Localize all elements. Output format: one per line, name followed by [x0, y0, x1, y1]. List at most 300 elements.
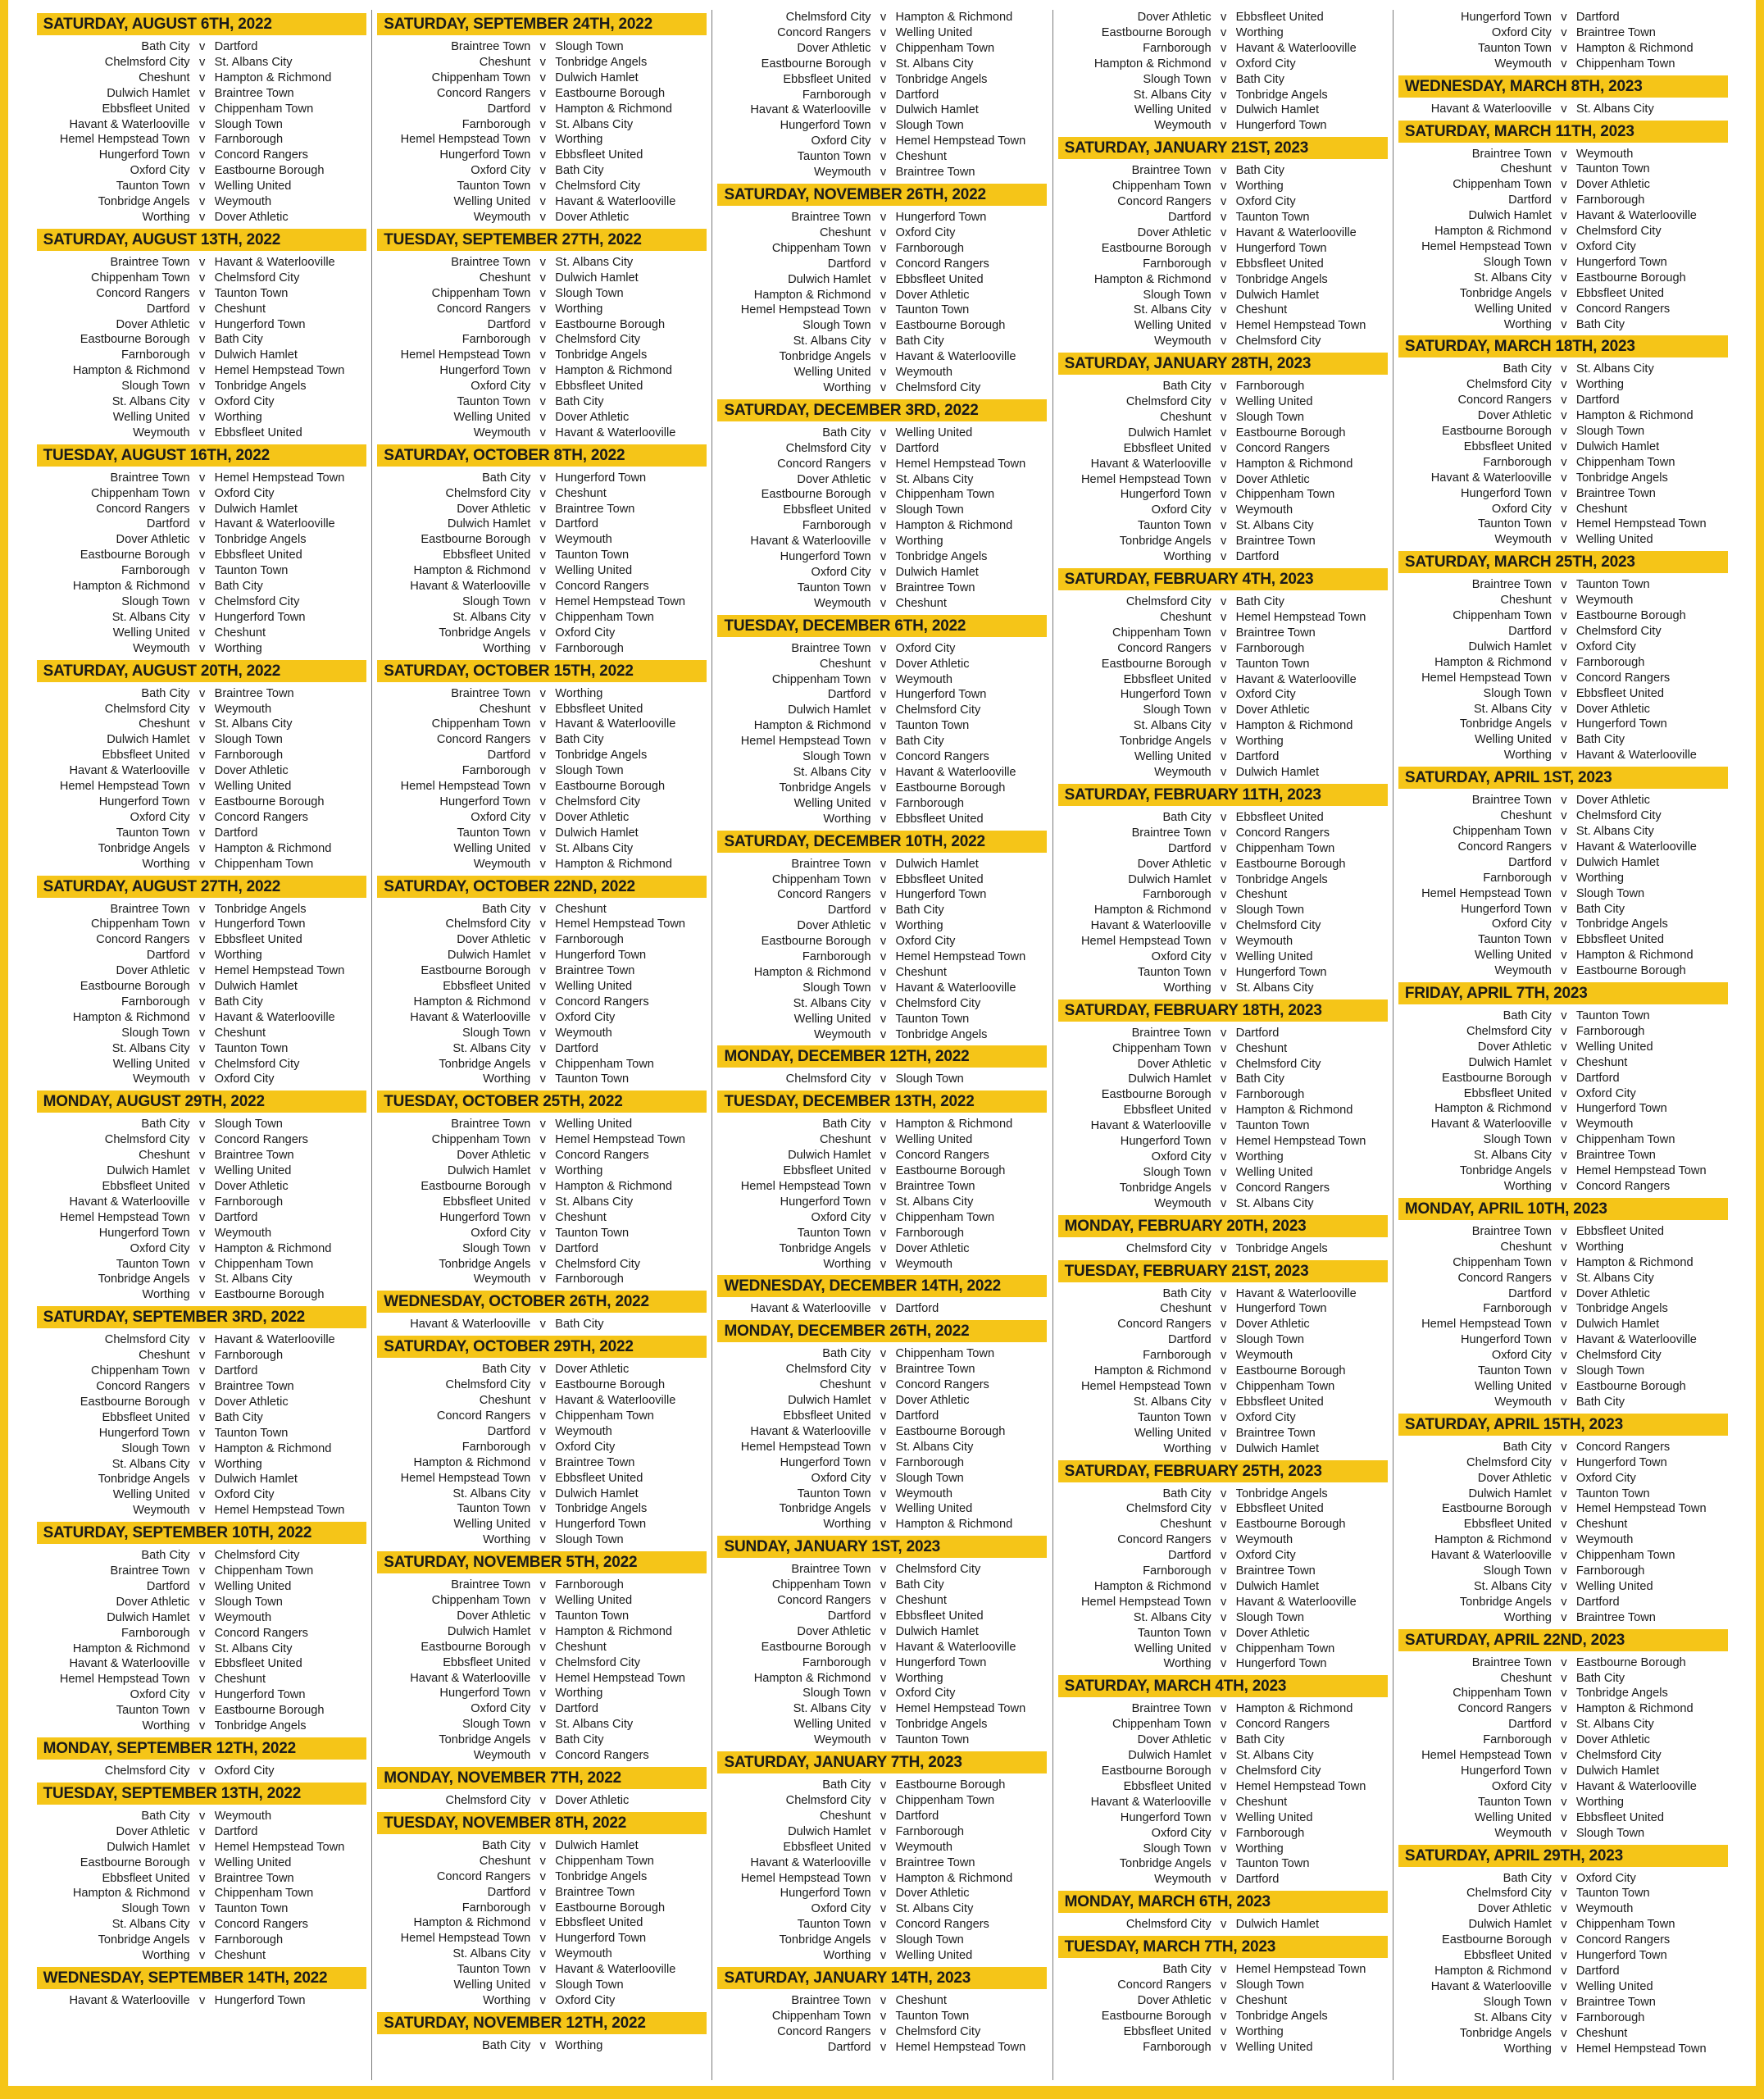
- versus-separator: v: [880, 919, 887, 933]
- fixture-row: [717, 1072, 1047, 1087]
- matchday-block: [37, 660, 366, 872]
- home-team: Bath City: [822, 426, 871, 439]
- matchday-block: [717, 10, 1047, 180]
- fixture-row: [37, 841, 366, 857]
- away-team: Tonbridge Angels: [1575, 917, 1668, 931]
- fixture-row: [1398, 1779, 1728, 1795]
- matchday-block: [377, 1551, 707, 1764]
- fixture-row: [1398, 362, 1728, 377]
- home-team: Bath City: [1162, 380, 1212, 394]
- away-team: Dulwich Hamlet: [214, 502, 298, 516]
- away-team: Chelmsford City: [1575, 809, 1662, 823]
- matchday-date-header: SUNDAY, JANUARY 1ST, 2023: [717, 1536, 1047, 1558]
- fixture-row: [717, 965, 1047, 981]
- away-team: Dartford: [1235, 550, 1280, 564]
- fixture-row: [377, 1838, 707, 1854]
- fixture-row: [1058, 503, 1388, 518]
- away-team: Cheshunt: [1235, 1993, 1288, 2007]
- versus-separator: v: [198, 1349, 206, 1363]
- home-team: St. Albans City: [452, 1487, 531, 1500]
- fixture-row: [1398, 1271, 1728, 1286]
- home-team: Hemel Hempstead Town: [1421, 239, 1552, 253]
- away-team: Hampton & Richmond: [895, 519, 1013, 533]
- versus-separator: v: [198, 1688, 206, 1702]
- versus-separator: v: [1561, 1240, 1567, 1254]
- versus-separator: v: [880, 1794, 887, 1807]
- away-team: St. Albans City: [555, 117, 634, 131]
- home-team: Hampton & Richmond: [753, 1671, 871, 1685]
- matchday-date-header: TUESDAY, SEPTEMBER 13TH, 2022: [37, 1783, 366, 1805]
- fixture-row: [377, 1041, 707, 1057]
- versus-separator: v: [198, 1195, 206, 1209]
- versus-separator: v: [1221, 1318, 1227, 1332]
- fixture-row: [717, 1257, 1047, 1273]
- home-team: Hampton & Richmond: [1093, 57, 1212, 71]
- away-team: Hemel Hempstead Town: [895, 2040, 1026, 2054]
- home-team: Taunton Town: [457, 395, 531, 409]
- fixture-row: [717, 426, 1047, 441]
- versus-separator: v: [1221, 1826, 1227, 1840]
- versus-separator: v: [539, 486, 546, 500]
- fixture-row: [37, 517, 366, 532]
- versus-separator: v: [880, 1118, 887, 1131]
- versus-separator: v: [880, 1133, 887, 1147]
- fixture-row: [1398, 408, 1728, 424]
- fixture-column: [31, 10, 371, 2080]
- away-team: Bath City: [895, 904, 944, 917]
- versus-separator: v: [198, 1641, 206, 1655]
- versus-separator: v: [1561, 964, 1567, 978]
- home-team: Slough Town: [1143, 1842, 1212, 1855]
- away-team: Braintree Town: [555, 1455, 635, 1469]
- away-team: Hungerford Town: [214, 917, 306, 931]
- versus-separator: v: [198, 1041, 206, 1055]
- fixture-row: [1398, 1179, 1728, 1195]
- home-team: Ebbsfleet United: [1123, 1779, 1212, 1793]
- fixture-row: [1398, 162, 1728, 177]
- fixture-row: [377, 594, 707, 610]
- versus-separator: v: [1561, 102, 1567, 116]
- away-team: Dulwich Hamlet: [1235, 103, 1320, 117]
- home-team: Hemel Hempstead Town: [400, 1471, 531, 1485]
- matchday-date-header: TUESDAY, OCTOBER 25TH, 2022: [377, 1090, 707, 1113]
- away-team: Dover Athletic: [895, 657, 970, 671]
- home-team: Slough Town: [1483, 255, 1552, 269]
- away-team: Hampton & Richmond: [895, 1518, 1013, 1532]
- away-team: Eastbourne Borough: [214, 164, 325, 178]
- home-team: Farnborough: [121, 1626, 190, 1640]
- matchday-date-header: SATURDAY, AUGUST 20TH, 2022: [37, 660, 366, 682]
- away-team: Hungerford Town: [1235, 1657, 1327, 1671]
- home-team: Havant & Waterlooville: [69, 764, 190, 778]
- away-team: Chelmsford City: [1235, 1057, 1321, 1071]
- home-team: Chippenham Town: [1112, 1718, 1212, 1732]
- away-team: Chelmsford City: [555, 1257, 641, 1271]
- versus-separator: v: [880, 426, 887, 439]
- fixture-row: [1058, 1348, 1388, 1364]
- fixture-row: [1398, 1901, 1728, 1917]
- fixture-row: [377, 932, 707, 948]
- fixture-row: [1398, 1810, 1728, 1826]
- away-team: Dover Athletic: [895, 1887, 970, 1901]
- fixture-row: [717, 472, 1047, 488]
- away-team: Bath City: [895, 735, 944, 749]
- away-team: Dover Athletic: [555, 1363, 630, 1377]
- versus-separator: v: [198, 995, 206, 1009]
- versus-separator: v: [1561, 578, 1567, 592]
- versus-separator: v: [880, 1871, 887, 1885]
- away-team: Hampton & Richmond: [1235, 1702, 1353, 1716]
- fixture-row: [717, 1686, 1047, 1701]
- away-team: Havant & Waterlooville: [1575, 1333, 1697, 1347]
- matchday-date-header: MONDAY, DECEMBER 12TH, 2022: [717, 1045, 1047, 1068]
- fixture-row: [37, 1148, 366, 1163]
- fixture-row: [1398, 1595, 1728, 1610]
- fixture-row: [717, 872, 1047, 888]
- home-team: Worthing: [1503, 317, 1552, 331]
- matchday-block: [37, 1090, 366, 1303]
- away-team: Dover Athletic: [555, 810, 630, 824]
- versus-separator: v: [880, 272, 887, 286]
- home-team: Braintree Town: [1131, 1702, 1212, 1716]
- matchday-block: [1398, 10, 1728, 72]
- fixture-row: [377, 86, 707, 102]
- fixture-row: [37, 1257, 366, 1273]
- fixture-row: [1398, 1024, 1728, 1040]
- matchday-date-header: SATURDAY, SEPTEMBER 24TH, 2022: [377, 13, 707, 35]
- home-team: Oxford City: [1151, 950, 1212, 964]
- versus-separator: v: [539, 195, 546, 209]
- versus-separator: v: [539, 1394, 546, 1408]
- home-team: Eastbourne Borough: [761, 1640, 871, 1654]
- versus-separator: v: [198, 1364, 206, 1378]
- away-team: Farnborough: [1235, 1088, 1305, 1102]
- away-team: Farnborough: [895, 241, 965, 255]
- fixture-row: [717, 1609, 1047, 1624]
- away-team: Hampton & Richmond: [555, 857, 673, 871]
- home-team: Chippenham Town: [90, 271, 190, 285]
- home-team: Eastbourne Borough: [1101, 1764, 1212, 1778]
- away-team: Ebbsfleet United: [214, 933, 302, 947]
- home-team: Slough Town: [1483, 1995, 1552, 2009]
- away-team: Concord Rangers: [1575, 1933, 1671, 1947]
- versus-separator: v: [880, 1902, 887, 1916]
- home-team: Oxford City: [130, 1241, 190, 1255]
- home-team: Braintree Town: [1131, 826, 1212, 840]
- matchday-block: [37, 1783, 366, 1964]
- home-team: Chelmsford City: [445, 917, 531, 931]
- fixture-row: [377, 1257, 707, 1273]
- away-team: Oxford City: [214, 486, 275, 500]
- fixture-row: [377, 363, 707, 379]
- away-team: Braintree Town: [555, 502, 635, 516]
- away-team: Dulwich Hamlet: [555, 271, 639, 285]
- away-team: Chippenham Town: [1235, 841, 1335, 855]
- away-team: Weymouth: [895, 366, 952, 380]
- home-team: Braintree Town: [110, 255, 190, 269]
- matchday-block: [1398, 1198, 1728, 1410]
- fixture-row: [1058, 1118, 1388, 1134]
- fixture-row: [717, 718, 1047, 734]
- fixture-row: [37, 1687, 366, 1703]
- home-team: Farnborough: [802, 1655, 871, 1669]
- home-team: Slough Town: [121, 595, 190, 608]
- fixture-row: [717, 241, 1047, 257]
- fixture-row: [1058, 1717, 1388, 1732]
- away-team: Slough Town: [1235, 1610, 1304, 1624]
- away-team: Chelmsford City: [214, 271, 300, 285]
- home-team: Farnborough: [121, 995, 190, 1009]
- away-team: Tonbridge Angels: [555, 348, 648, 362]
- home-team: Havant & Waterlooville: [1090, 457, 1212, 471]
- fixture-row: [1398, 748, 1728, 763]
- versus-separator: v: [1561, 1086, 1567, 1100]
- versus-separator: v: [539, 933, 546, 947]
- away-team: Welling United: [895, 25, 973, 39]
- versus-separator: v: [198, 564, 206, 578]
- versus-separator: v: [880, 1733, 887, 1747]
- matchday-date-header: SATURDAY, JANUARY 14TH, 2023: [717, 1967, 1047, 1989]
- versus-separator: v: [880, 1933, 887, 1947]
- away-team: Welling United: [214, 1579, 292, 1593]
- home-team: Tonbridge Angels: [1459, 717, 1552, 731]
- fixture-row: [1058, 1978, 1388, 1993]
- home-team: Dartford: [487, 102, 531, 116]
- away-team: Farnborough: [1575, 194, 1645, 207]
- away-team: Dartford: [1235, 750, 1280, 764]
- fixture-row: [377, 1272, 707, 1287]
- fixture-row: [1398, 41, 1728, 57]
- away-team: Dartford: [1575, 1595, 1620, 1609]
- home-team: Hampton & Richmond: [1434, 1964, 1552, 1978]
- home-team: Chippenham Town: [431, 1133, 531, 1147]
- home-team: Dulwich Hamlet: [447, 949, 531, 963]
- away-team: Chelmsford City: [895, 703, 981, 717]
- home-team: Ebbsfleet United: [1463, 1518, 1552, 1532]
- home-team: Hungerford Town: [780, 1455, 871, 1469]
- home-team: Hemel Hempstead Town: [740, 1871, 871, 1885]
- versus-separator: v: [1221, 1119, 1227, 1133]
- fixture-row: [1398, 1255, 1728, 1271]
- fixture-row: [377, 1869, 707, 1885]
- fixture-row: [377, 1195, 707, 1210]
- matchday-date-header: SATURDAY, DECEMBER 10TH, 2022: [717, 831, 1047, 853]
- home-team: Chelmsford City: [1125, 595, 1212, 608]
- fixture-row: [1398, 963, 1728, 979]
- home-team: Dartford: [1167, 1333, 1212, 1347]
- versus-separator: v: [1561, 1871, 1567, 1885]
- away-team: Eastbourne Borough: [895, 781, 1006, 795]
- fixture-row: [717, 565, 1047, 581]
- home-team: Chippenham Town: [771, 2009, 871, 2023]
- versus-separator: v: [880, 535, 887, 549]
- versus-separator: v: [1221, 735, 1227, 749]
- versus-separator: v: [1561, 1102, 1567, 1116]
- away-team: Tonbridge Angels: [1575, 1302, 1668, 1316]
- fixture-row: [377, 1931, 707, 1946]
- away-team: Farnborough: [1235, 1826, 1305, 1840]
- away-team: Hemel Hempstead Town: [214, 964, 345, 978]
- home-team: Hemel Hempstead Town: [400, 780, 531, 794]
- home-team: Tonbridge Angels: [779, 1502, 871, 1516]
- home-team: Havant & Waterlooville: [410, 1318, 531, 1332]
- versus-separator: v: [880, 472, 887, 486]
- home-team: Tonbridge Angels: [1119, 535, 1212, 549]
- matchday-date-header: SATURDAY, OCTOBER 22ND, 2022: [377, 876, 707, 898]
- versus-separator: v: [880, 965, 887, 979]
- home-team: Slough Town: [802, 981, 871, 995]
- fixture-row: [717, 1517, 1047, 1532]
- fixture-row: [717, 1793, 1047, 1809]
- home-team: Havant & Waterlooville: [1430, 102, 1552, 116]
- away-team: Bath City: [895, 1578, 944, 1592]
- away-team: Havant & Waterlooville: [555, 1394, 676, 1408]
- away-team: Bath City: [555, 1318, 604, 1332]
- home-team: Worthing: [142, 1288, 190, 1302]
- home-team: Taunton Town: [797, 1226, 871, 1240]
- away-team: Ebbsfleet United: [895, 872, 984, 886]
- home-team: St. Albans City: [1473, 702, 1552, 716]
- fixture-row: [1058, 1150, 1388, 1165]
- away-team: Concord Rangers: [214, 810, 308, 824]
- versus-separator: v: [539, 286, 546, 300]
- away-team: Bath City: [1235, 1733, 1284, 1747]
- away-team: Havant & Waterlooville: [1575, 840, 1697, 854]
- fixture-row: [37, 641, 366, 657]
- home-team: Chippenham Town: [90, 1364, 190, 1378]
- fixture-row: [377, 1026, 707, 1041]
- versus-separator: v: [198, 1824, 206, 1838]
- away-team: Worthing: [555, 133, 603, 147]
- away-team: Eastbourne Borough: [214, 1288, 325, 1302]
- home-team: Worthing: [142, 857, 190, 871]
- away-team: Ebbsfleet United: [1235, 1502, 1324, 1516]
- fixture-row: [717, 41, 1047, 57]
- fixture-row: [1058, 1379, 1388, 1395]
- versus-separator: v: [539, 210, 546, 224]
- home-team: Worthing: [1503, 2042, 1552, 2056]
- fixture-row: [1398, 208, 1728, 224]
- matchday-block: [37, 1306, 366, 1518]
- fixture-row: [1058, 1301, 1388, 1317]
- fixture-row: [1398, 271, 1728, 286]
- fixture-row: [1398, 1717, 1728, 1732]
- versus-separator: v: [1221, 919, 1227, 933]
- home-team: Ebbsfleet United: [1123, 441, 1212, 455]
- versus-separator: v: [1221, 225, 1227, 239]
- fixture-row: [1398, 1009, 1728, 1024]
- versus-separator: v: [198, 841, 206, 855]
- matchday-block: [1058, 1936, 1388, 2055]
- away-team: Welling United: [1235, 1810, 1313, 1824]
- versus-separator: v: [1221, 1842, 1227, 1855]
- fixture-row: [717, 1671, 1047, 1687]
- fixture-row: [37, 179, 366, 194]
- home-team: Dover Athletic: [1137, 225, 1212, 239]
- fixture-row: [37, 1886, 366, 1901]
- versus-separator: v: [1561, 733, 1567, 747]
- versus-separator: v: [1221, 904, 1227, 917]
- away-team: Hampton & Richmond: [214, 1441, 332, 1455]
- home-team: Chelmsford City: [1466, 1024, 1552, 1038]
- away-team: Tonbridge Angels: [555, 749, 648, 763]
- home-team: Dulwich Hamlet: [788, 703, 871, 717]
- home-team: Bath City: [482, 902, 531, 916]
- matchday-block: [1398, 1845, 1728, 2057]
- matchday-block: [37, 444, 366, 657]
- away-team: Farnborough: [1575, 1564, 1645, 1578]
- home-team: Chippenham Town: [1112, 626, 1212, 640]
- versus-separator: v: [1221, 303, 1227, 317]
- versus-separator: v: [1561, 1502, 1567, 1516]
- home-team: Chelmsford City: [785, 11, 871, 24]
- fixture-row: [37, 302, 366, 317]
- home-team: Farnborough: [461, 764, 531, 778]
- versus-separator: v: [1561, 949, 1567, 963]
- fixture-row: [1398, 1395, 1728, 1410]
- fixture-row: [717, 1732, 1047, 1748]
- fixture-row: [37, 163, 366, 179]
- away-team: Worthing: [214, 949, 262, 963]
- fixture-row: [377, 163, 707, 179]
- home-team: Braintree Town: [1471, 1224, 1552, 1238]
- fixture-row: [37, 826, 366, 841]
- fixture-row: [1398, 2026, 1728, 2042]
- versus-separator: v: [1561, 209, 1567, 223]
- fixture-row: [717, 441, 1047, 457]
- fixture-row: [1398, 147, 1728, 162]
- versus-separator: v: [1221, 503, 1227, 517]
- away-team: Dulwich Hamlet: [1235, 1918, 1320, 1932]
- versus-separator: v: [539, 271, 546, 285]
- fixture-row: [1398, 255, 1728, 271]
- versus-separator: v: [539, 348, 546, 362]
- away-team: Welling United: [1235, 950, 1313, 964]
- away-team: Worthing: [214, 410, 262, 424]
- away-team: Farnborough: [1575, 1024, 1645, 1038]
- versus-separator: v: [1561, 1918, 1567, 1932]
- away-team: Dulwich Hamlet: [1575, 1318, 1660, 1332]
- home-team: Concord Rangers: [436, 733, 531, 747]
- home-team: Bath City: [482, 471, 531, 485]
- home-team: Hungerford Town: [780, 550, 871, 564]
- home-team: Eastbourne Borough: [1441, 1502, 1552, 1516]
- home-team: Welling United: [793, 1718, 871, 1732]
- versus-separator: v: [880, 996, 887, 1010]
- home-team: Dover Athletic: [457, 1609, 531, 1623]
- home-team: Slough Town: [461, 1241, 531, 1255]
- home-team: Hampton & Richmond: [753, 965, 871, 979]
- fixture-row: [37, 1764, 366, 1779]
- home-team: Concord Rangers: [436, 302, 531, 316]
- fixture-row: [37, 102, 366, 117]
- home-team: St. Albans City: [452, 1947, 531, 1961]
- fixture-row: [37, 1426, 366, 1441]
- away-team: Bath City: [1575, 1395, 1625, 1409]
- home-team: Hampton & Richmond: [72, 1887, 190, 1901]
- home-team: Dartford: [827, 1609, 871, 1623]
- home-team: Braintree Town: [1131, 164, 1212, 178]
- versus-separator: v: [198, 1764, 206, 1778]
- matchday-date-header: TUESDAY, DECEMBER 6TH, 2022: [717, 615, 1047, 637]
- fixture-row: [1398, 1701, 1728, 1717]
- home-team: Welling United: [453, 195, 531, 209]
- fixture-row: [1398, 502, 1728, 517]
- versus-separator: v: [1221, 103, 1227, 117]
- home-team: Hemel Hempstead Town: [740, 735, 871, 749]
- home-team: Taunton Town: [1137, 1626, 1212, 1640]
- away-team: Concord Rangers: [214, 1626, 308, 1640]
